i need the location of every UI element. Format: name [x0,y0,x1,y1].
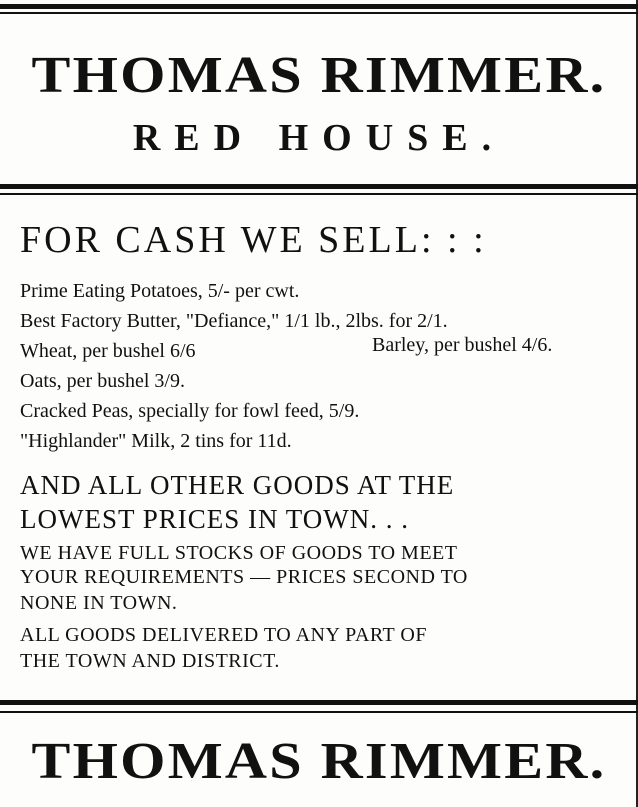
stocks-line-1: WE HAVE FULL STOCKS OF GOODS TO MEET [20,542,458,564]
item-oats: Oats, per bushel 3/9. [20,370,185,392]
delivery-line-1: ALL GOODS DELIVERED TO ANY PART OF [20,624,427,646]
other-goods-line-2: LOWEST PRICES IN TOWN. . . [20,504,410,534]
item-butter: Best Factory Butter, "Defiance," 1/1 lb., 2lbs. for 2/1. [20,310,448,332]
header-title: THOMAS RIMMER. [31,47,607,104]
item-peas: Cracked Peas, specially for fowl feed, 5/9. [20,400,360,422]
footer-divider-thin [0,711,638,713]
header-divider-thin [0,193,638,195]
stocks-line-2: YOUR REQUIREMENTS — PRICES SECOND TO [20,566,468,588]
item-barley: Barley, per bushel 4/6. [372,334,553,356]
top-rule-thin [0,12,638,14]
item-wheat: Wheat, per bushel 6/6 [20,340,196,362]
footer-divider [0,700,638,705]
stocks-line-3: NONE IN TOWN. [20,592,178,614]
item-potatoes: Prime Eating Potatoes, 5/- per cwt. [20,280,300,302]
header-divider [0,184,638,189]
header-subtitle: RED HOUSE. [132,117,506,159]
footer-title: THOMAS RIMMER. [31,733,607,790]
delivery-line-2: THE TOWN AND DISTRICT. [20,650,280,672]
item-milk: "Highlander" Milk, 2 tins for 11d. [20,430,292,452]
top-rule [0,4,638,9]
cash-heading: FOR CASH WE SELL: : : [20,219,487,261]
other-goods-line-1: AND ALL OTHER GOODS AT THE [20,470,455,500]
